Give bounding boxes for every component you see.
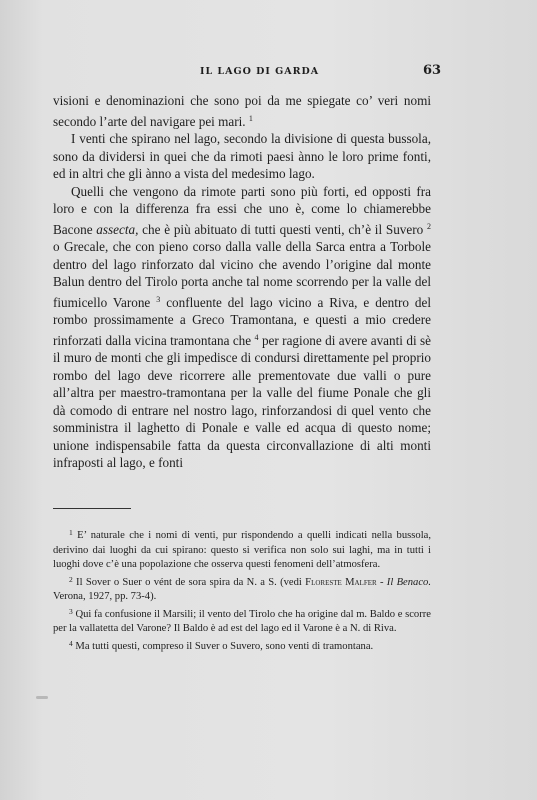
footnote-3 [53, 605, 431, 637]
note-ref-2: 2 [427, 221, 431, 231]
paragraph-3 [53, 183, 431, 472]
paragraph-1 [53, 92, 431, 130]
note-ref-4: 4 [254, 332, 259, 342]
footnote-2-author: Floreste Malfer [305, 576, 377, 588]
paragraph-3-text-b: che è più abituato di tutti questi venti, ch’è il Suvero [138, 221, 427, 237]
footnote-3-text: Qui fa confusione il Marsili; il vento del Tirolo che ha origine dal m. Baldo e scorre per la vallatetta del Varone? Il Baldo è ad est del lago ed il Varone è a N. di Riva. [53, 608, 431, 634]
paragraph-3-text-e: per ragione di avere avanti di sè il muro de monti che gli impedisce di condursi direttamente pel proprio rombo del lago deve ricorrere alle prementovate due valli o pure all’altra per maestro-tramontana per la valle del fiume Ponale che gli dà comodo di entrare nel nostro lago, rinforzandosi di quel vento che somministra il laghetto di Ponale e valle ed acqua di questo nome; unione indispensabile fatta da questa circonvallazione di alti monti infraposti al lago, e fonti [53, 332, 432, 470]
paper-blemish [36, 696, 48, 699]
paragraph-3-text-c: o Grecale, che con pieno corso dalla valle della Sarca entra a Torbole dentro del lago rinforzato dal vicino che avendo l’origine dal monte Balun dentro del Tirolo porta anche tal nome scorrendo per la valle del fiumicello Varone [53, 239, 431, 310]
page-number: 63 [423, 63, 442, 78]
paragraph-2-text: I venti che spirano nel lago, secondo la divisione di questa bussola, sono da dividersi in quei che da rimoti paesi ànno le loro prime fonti, ed in altri che gli ànno a vista del medesimo lago. [53, 131, 431, 181]
footnote-3-mark: 3 [69, 606, 73, 616]
footnote-2-mark: 2 [69, 574, 73, 584]
note-ref-3: 3 [156, 294, 161, 304]
running-title: IL LAGO DI GARDA [200, 66, 320, 77]
paragraph-3-text-d: confluente del lago vicino a Riva, e dentro del rombo prossimamente a Greco Tramontana, e questi a mio credere rinforzati dalla vicina tramontana che [53, 294, 431, 348]
footnotes [53, 526, 431, 654]
footnote-4-text: Ma tutti questi, compreso il Suver o Suvero, sono venti di tramontana. [75, 640, 374, 652]
footnote-1-mark: 1 [69, 528, 73, 537]
main-text [53, 92, 431, 472]
note-ref-1: 1 [248, 113, 253, 123]
footnote-2-text-c: Verona, 1927, pp. 73-4). [53, 591, 157, 602]
footnote-2-text-a: Il Sover o Suer o vént de sora spira da N. a S. (vedi [76, 576, 306, 588]
footnote-4-mark: 4 [69, 638, 73, 648]
footnote-divider [53, 508, 131, 509]
footnote-4 [53, 637, 431, 655]
footnote-2-title: Il Benaco. [386, 576, 431, 588]
footnote-1-text: E’ naturale che i nomi di venti, pur rispondendo a quelli indicati nella bussola, derivino dai luoghi da cui spirano: questo si verifica non solo sui laghi, ma in tutti i luoghi dove c’è una popolazione che osserva questi fenomeni dell’atmosfera. [53, 530, 431, 570]
footnote-2 [53, 573, 431, 605]
paragraph-3-text-a: Quelli che vengono da rimote parti sono più forti, ed opposti fra loro e con la differenza fra essi che uno è, come lo chiamerebbe Bacone [53, 183, 431, 237]
footnote-2-text-b: - [376, 576, 387, 588]
paragraph-2 [53, 130, 431, 183]
footnote-1 [53, 526, 431, 573]
paragraph-1-text: visioni e denominazioni che sono poi da me spiegate co’ veri nomi secondo l’arte del navigare pei mari. [53, 93, 431, 129]
page-header [0, 60, 537, 80]
italic-term: assecta, [96, 221, 139, 237]
